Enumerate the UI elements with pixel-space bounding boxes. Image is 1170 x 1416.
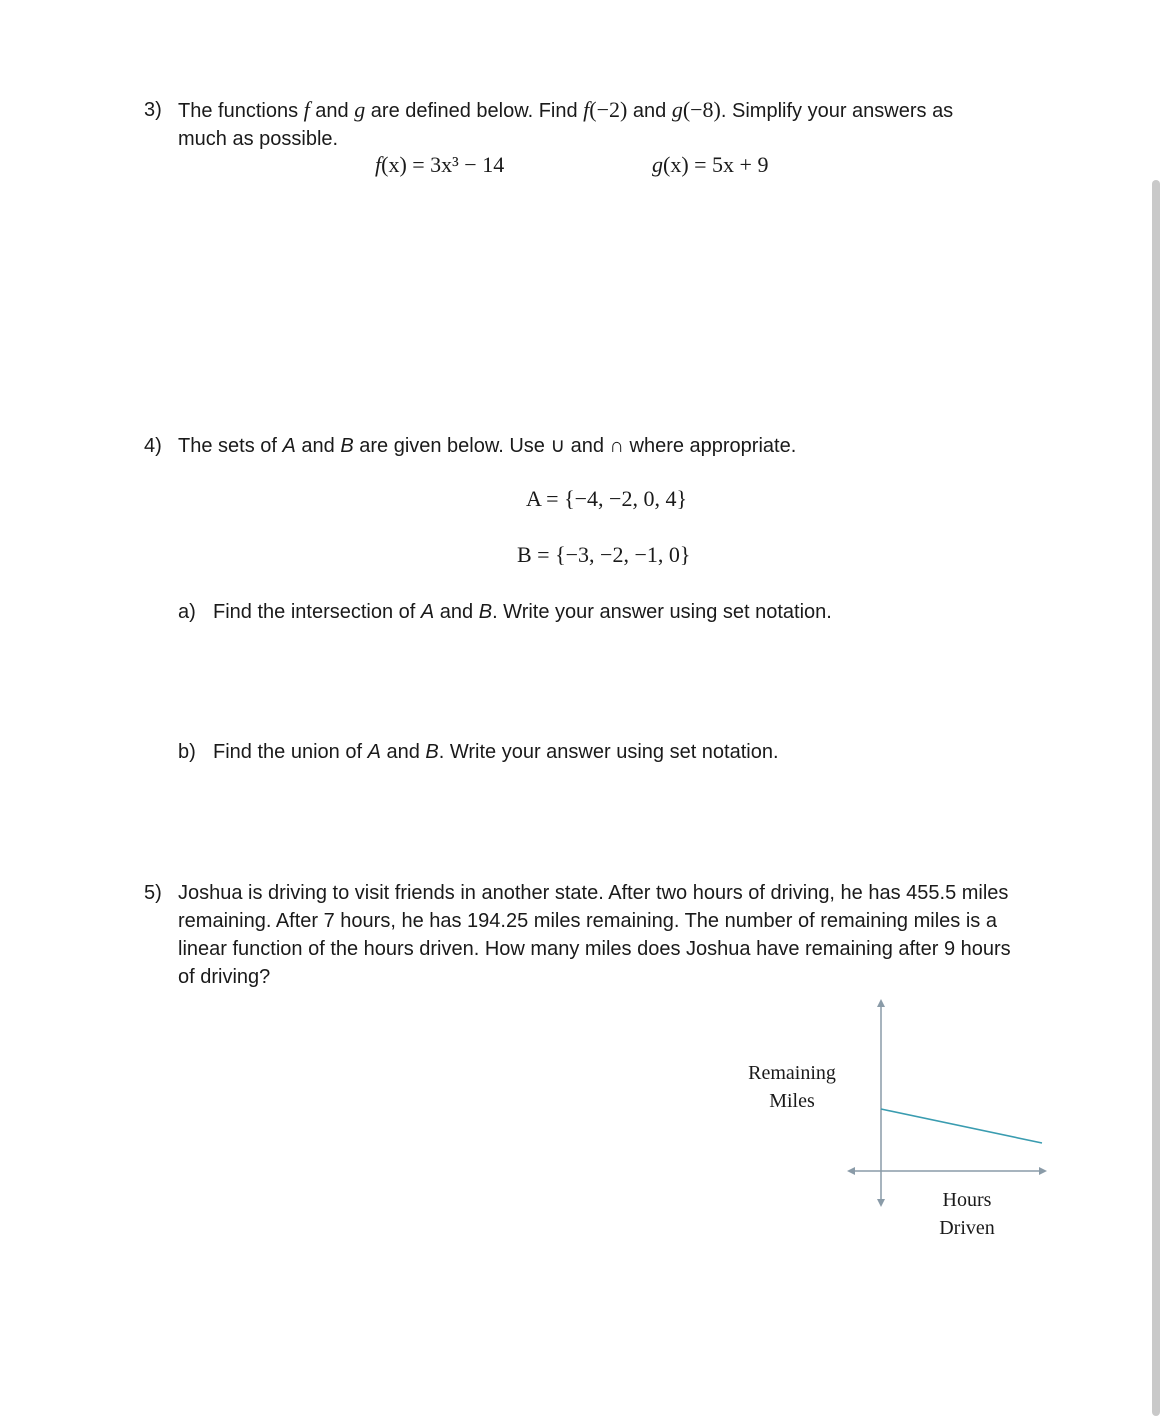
- question-number: 5): [144, 882, 162, 904]
- set-a-definition: A = {−4, −2, 0, 4}: [526, 486, 688, 511]
- question-4b-text: Find the union of A and B. Write your answer using set notation.: [213, 741, 779, 763]
- x-axis-arrow-right-icon: [1039, 1167, 1047, 1175]
- question-5-line-3: linear function of the hours driven. How many miles does Joshua have remaining after 9 hours: [178, 938, 1011, 960]
- y-axis-arrow-up-icon: [877, 999, 885, 1007]
- g-definition: g(x) = 5x + 9: [652, 152, 769, 177]
- x-axis-label: Hours Driven: [939, 1189, 995, 1239]
- question-4b: [178, 738, 779, 766]
- f-definition: f(x) = 3x³ − 14: [375, 152, 505, 177]
- question-4-intro: The sets of A and B are given below. Use ∪ and ∩ where appropriate.: [178, 435, 797, 457]
- remaining-miles-line: [881, 1109, 1042, 1143]
- y-axis-arrow-down-icon: [877, 1199, 885, 1207]
- question-5-line-4: of driving?: [178, 966, 271, 988]
- question-4a-text: Find the intersection of A and B. Write your answer using set notation.: [213, 601, 832, 623]
- part-label: b): [178, 741, 196, 763]
- part-label: a): [178, 601, 196, 623]
- y-axis-label: Remaining Miles: [748, 1062, 836, 1112]
- set-b-definition: B = {−3, −2, −1, 0}: [517, 542, 691, 567]
- vertical-scrollbar[interactable]: [1152, 180, 1160, 1416]
- question-5-line-2: remaining. After 7 hours, he has 194.25 miles remaining. The number of remaining miles is a: [178, 910, 997, 932]
- question-3-line-1: The functions f and g are defined below. Find f(−2) and g(−8). Simplify your answers as: [178, 97, 954, 122]
- x-axis-arrow-left-icon: [847, 1167, 855, 1175]
- question-5-line-1: Joshua is driving to visit friends in another state. After two hours of driving, he has 455.5 miles: [178, 882, 1009, 904]
- question-number: 3): [144, 99, 162, 121]
- question-number: 4): [144, 435, 162, 457]
- question-3-line-2: much as possible.: [178, 128, 339, 150]
- question-4a: [178, 598, 832, 626]
- miles-graph: [840, 996, 1060, 1216]
